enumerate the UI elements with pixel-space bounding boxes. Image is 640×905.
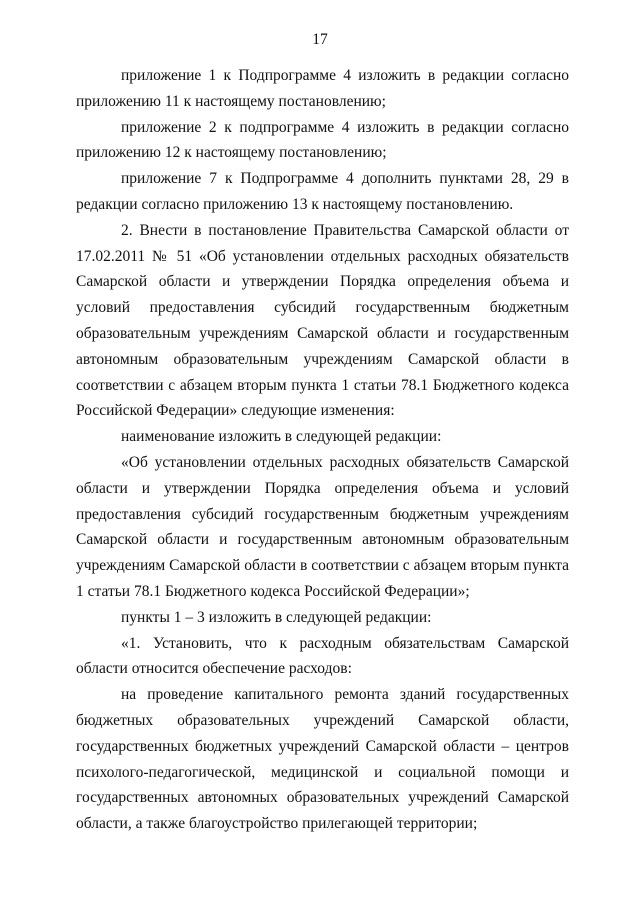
paragraph-new-title: «Об установлении отдельных расходных обязательств Самарской области и утверждении Порядка определения объема и условий предоставления субсидий государственным бюджетным учреждениям Самарской области и государственным автономным образовательным учреждениям Самарской области в соответствии с абзацем вторым пункта 1 статьи 78.1 Бюджетного кодекса Российской Федерации»; bbox=[76, 453, 569, 600]
paragraph-appendix-7: приложение 7 к Подпрограмме 4 дополнить пунктами 28, 29 в редакции согласно приложению 13 к настоящему постановлению. bbox=[76, 170, 569, 213]
paragraph-amendment-2: 2. Внести в постановление Правительства Самарской области от 17.02.2011 № 51 «Об установлении отдельных расходных обязательств Самарской области и утверждении Порядка определения объема и условий предоставления субсидий государственным бюджетным образовательным учреждениям Самарской области и государственным автономным образовательным учреждениям Самарской области в соответствии с абзацем вторым пункта 1 статьи 78.1 Бюджетного кодекса Российской Федерации» следующие изменения: bbox=[76, 221, 569, 420]
paragraph-point-1: «1. Установить, что к расходным обязательствам Самарской области относится обеспечение расходов: bbox=[76, 634, 569, 678]
paragraph-appendix-2: приложение 2 к подпрограмме 4 изложить в редакции согласно приложению 12 к настоящему постановлению; bbox=[76, 118, 569, 162]
paragraph-appendix-1: приложение 1 к Подпрограмме 4 изложить в редакции согласно приложению 11 к настоящему постановлению; bbox=[76, 67, 569, 110]
document-body bbox=[76, 63, 569, 837]
page-number: 17 bbox=[312, 31, 328, 48]
paragraph-points-change: пункты 1 – 3 изложить в следующей редакции: bbox=[121, 608, 432, 626]
paragraph-capital-repair: на проведение капитального ремонта зданий государственных бюджетных образовательных учреждений Самарской области, государственных бюджетных учреждений Самарской области – центров психолого-педагогической, медицинской и социальной помощи и государственных автономных образовательных учреждений Самарской области, а также благоустройство прилегающей территории; bbox=[76, 686, 569, 833]
paragraph-title-change: наименование изложить в следующей редакции: bbox=[121, 428, 442, 446]
